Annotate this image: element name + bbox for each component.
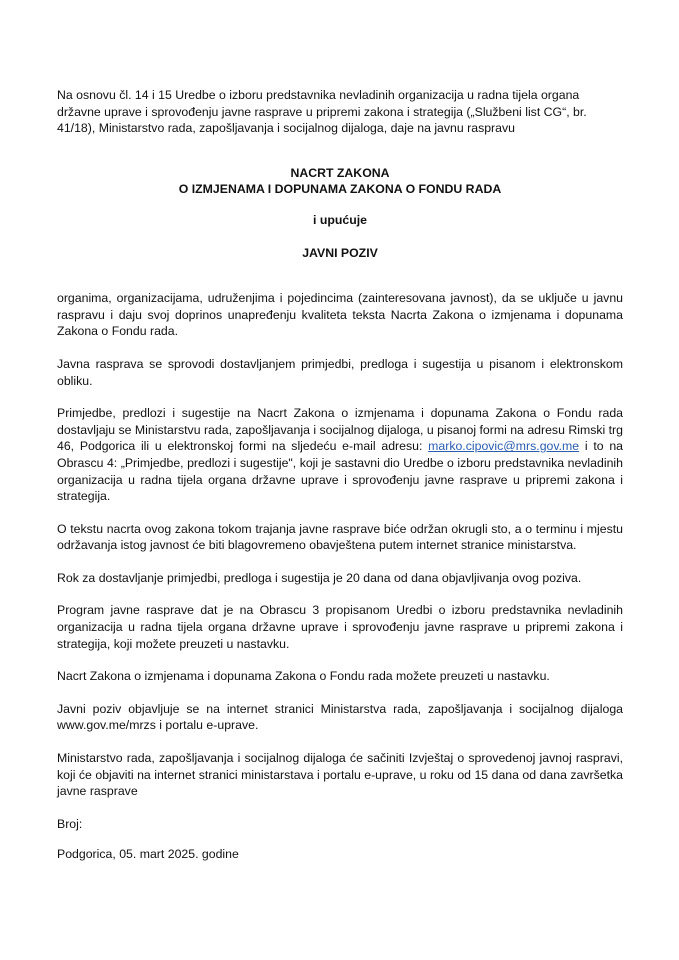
document-page [57, 87, 623, 879]
submission-text-before: Primjedbe, predlozi i sugestije na Nacrt Zakona o izmjenama i dopunama Zakona o Fondu rada dostavljaju se Ministarstvu rada, zapošljavanja i socijalnog dijaloga, u pisanoj formi na adresu Rimski trg 46, Podgorica ili u elektronskoj formi na sljedeću e-mail adresu: [57, 406, 623, 454]
paragraph-publication: Javni poziv objavljuje se na internet stranici Ministarstva rada, zapošljavanja i socijalnog dijaloga www.gov.me/mrzs i portalu e-uprave. [57, 701, 623, 733]
title-line-2: O IZMJENAMA I DOPUNAMA ZAKONA O FONDU RADA [178, 182, 502, 197]
javni-poziv-heading: JAVNI POZIV [302, 245, 378, 260]
paragraph-invitation: organima, organizacijama, udruženjima i pojedincima (zainteresovana javnost), da se uključe u javnu raspravu i daju svoj doprinos unapređenju kvaliteta teksta Nacrta Zakona o izmjenama i dopunama Zakona o Fondu rada. [57, 291, 623, 339]
document-date: Podgorica, 05. mart 2025. godine [57, 847, 239, 862]
paragraph-procedure: Javna rasprava se sprovodi dostavljanjem primjedbi, predloga i sugestija u pisanom i elektronskom obliku. [57, 356, 623, 388]
paragraph-report: Ministarstvo rada, zapošljavanja i socijalnog dijaloga će sačiniti Izvještaj o sprovedenoj javnoj raspravi, koji će objaviti na internet stranici ministarstava i portalu e-uprave, u roku od 15 dana od dana završetka javne rasprave [57, 751, 623, 799]
document-number: Broj: [57, 816, 83, 831]
paragraph-program: Program javne rasprave dat je na Obrascu 3 propisanom Uredbi o izboru predstavnika nevladinih organizacija u radna tijela organa državne uprave i sprovođenju javne rasprave u pripremi zakona i strategija, koji možete preuzeti u nastavku. [57, 603, 623, 651]
upucuje-heading: i upućuje [313, 212, 367, 227]
intro-paragraph: Na osnovu čl. 14 i 15 Uredbe o izboru predstavnika nevladinih organizacija u radna tijela organa državne uprave i sprovođenju javne rasprave u pripremi zakona i strategija („Službeni list CG“, br. 41/18), Ministarstvo rada, zapošljavanja i socijalnog dijaloga, daje na javnu raspravu [57, 88, 587, 136]
title-line-1: NACRT ZAKONA [290, 165, 390, 180]
paragraph-download: Nacrt Zakona o izmjenama i dopunama Zakona o Fondu rada možete preuzeti u nastavku. [57, 669, 550, 684]
submission-text-after: i to na Obrascu 4: „Primjedbe, predlozi i sugestije", koji je sastavni dio Uredbe o izboru predstavnika nevladinih organizacija u radna tijela organa državne uprave i sprovođenju javne rasprave u pripremi zakona i strategija. [57, 439, 623, 504]
email-link[interactable]: marko.cipovic@mrs.gov.me [428, 439, 580, 454]
paragraph-round-table: O tekstu nacrta ovog zakona tokom trajanja javne rasprave biće održan okrugli sto, a o terminu i mjestu održavanja istog javnost će biti blagovremeno obavještena putem internet stranice ministarstva. [57, 521, 623, 553]
paragraph-submission [57, 405, 623, 505]
paragraph-deadline: Rok za dostavljanje primjedbi, predloga i sugestija je 20 dana od dana objavljivanja ovog poziva. [57, 570, 582, 585]
